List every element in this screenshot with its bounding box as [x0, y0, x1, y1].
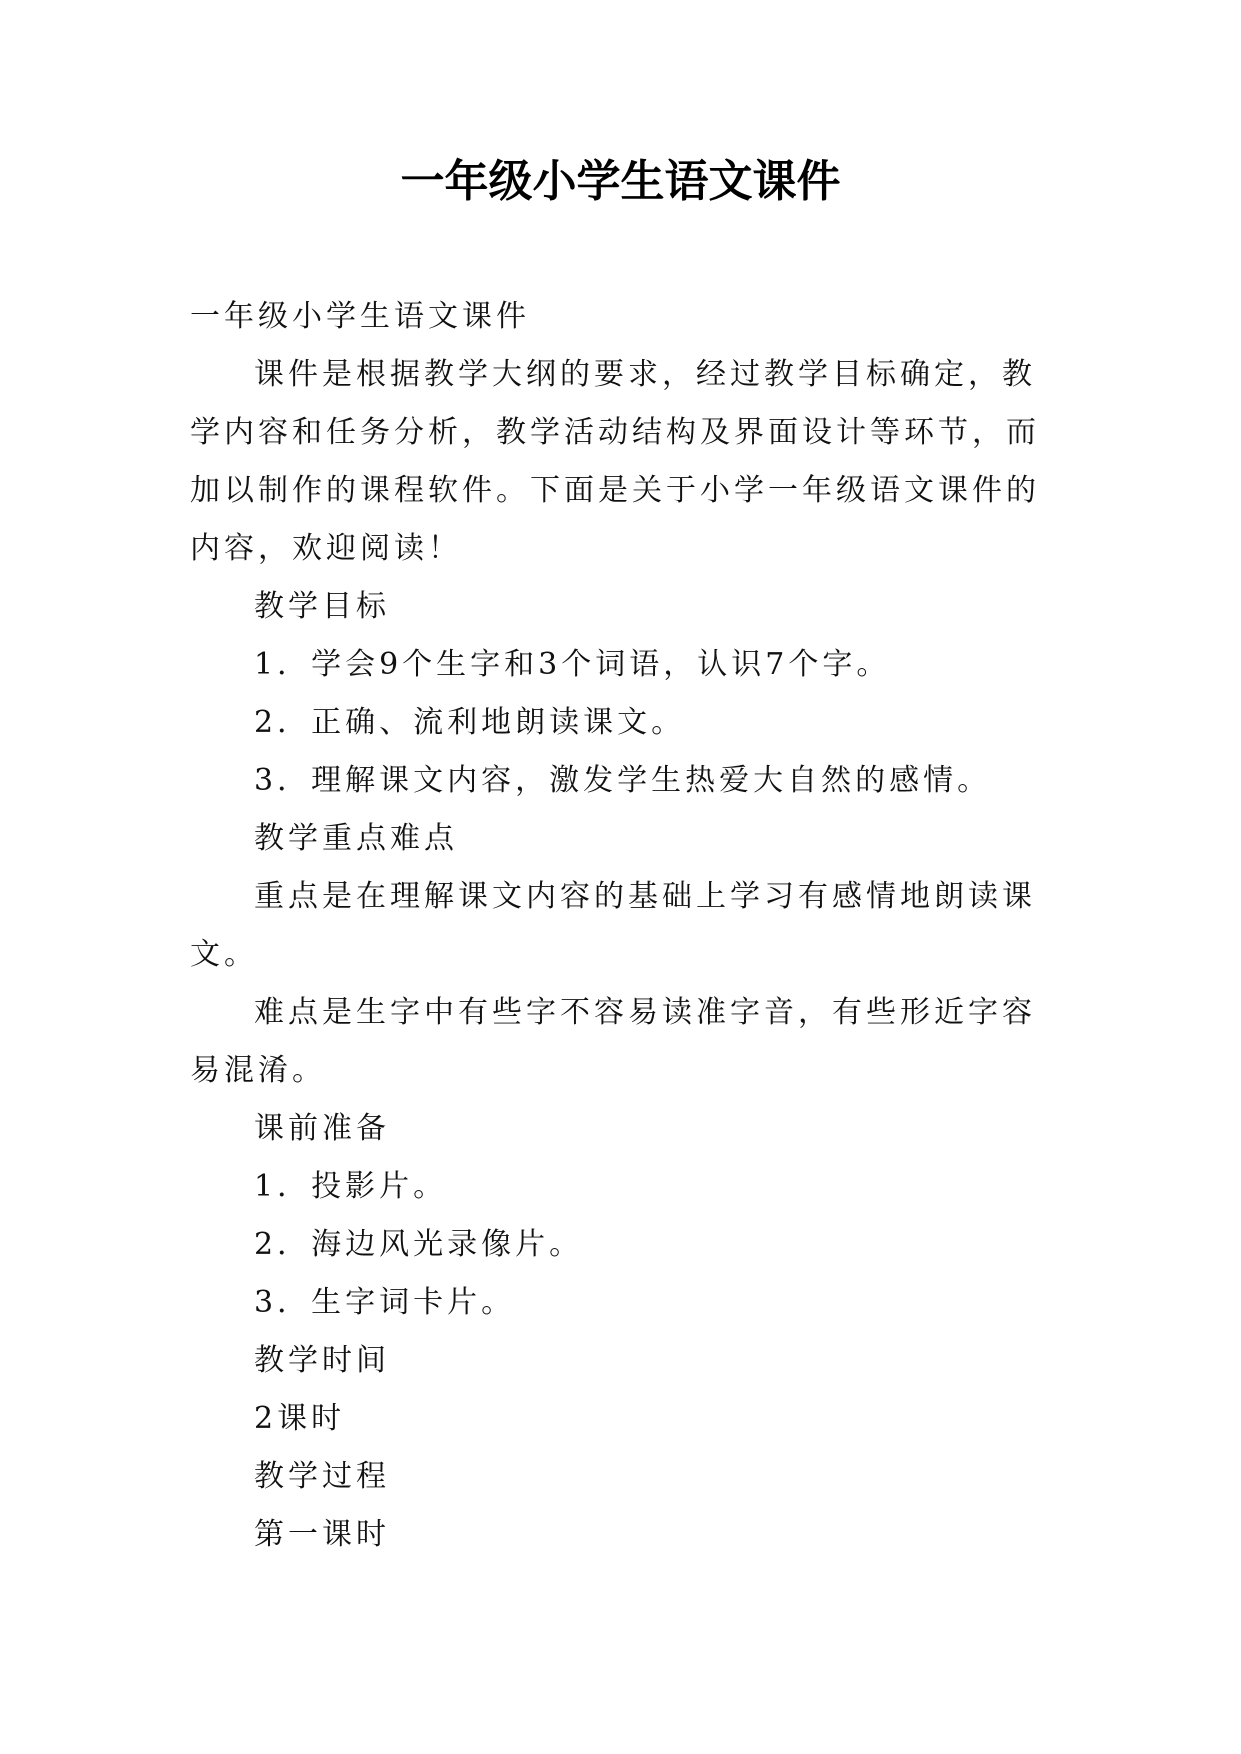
heading-teaching-goals: 教学目标 — [254, 589, 390, 624]
teaching-time-value: 2课时 — [254, 1401, 346, 1436]
heading-teaching-process: 教学过程 — [254, 1459, 390, 1494]
prep-item-2: 2．海边风光录像片。 — [254, 1227, 584, 1262]
document-body — [190, 288, 1050, 1564]
paragraph-intro: 课件是根据教学大纲的要求，经过教学目标确定，教学内容和任务分析，教学活动结构及界面设计等环节，而加以制作的课程软件。下面是关于小学一年级语文课件的内容，欢迎阅读！ — [190, 357, 1040, 566]
heading-teaching-time: 教学时间 — [254, 1343, 390, 1378]
paragraph-difficulty: 难点是生字中有些字不容易读准字音，有些形近字容易混淆。 — [190, 995, 1036, 1088]
heading-preparation: 课前准备 — [254, 1111, 390, 1146]
goal-item-3: 3．理解课文内容，激发学生热爱大自然的感情。 — [254, 763, 992, 798]
prep-item-1: 1．投影片。 — [254, 1169, 448, 1204]
prep-item-3: 3．生字词卡片。 — [254, 1285, 516, 1320]
paragraph-subtitle: 一年级小学生语文课件 — [190, 299, 530, 334]
heading-first-lesson: 第一课时 — [254, 1517, 390, 1552]
paragraph-key-point: 重点是在理解课文内容的基础上学习有感情地朗读课文。 — [190, 879, 1036, 972]
goal-item-1: 1．学会9个生字和3个词语，认识7个字。 — [254, 647, 891, 682]
document-title: 一年级小学生语文课件 — [400, 156, 841, 207]
heading-key-points: 教学重点难点 — [254, 821, 458, 856]
goal-item-2: 2．正确、流利地朗读课文。 — [254, 705, 686, 740]
